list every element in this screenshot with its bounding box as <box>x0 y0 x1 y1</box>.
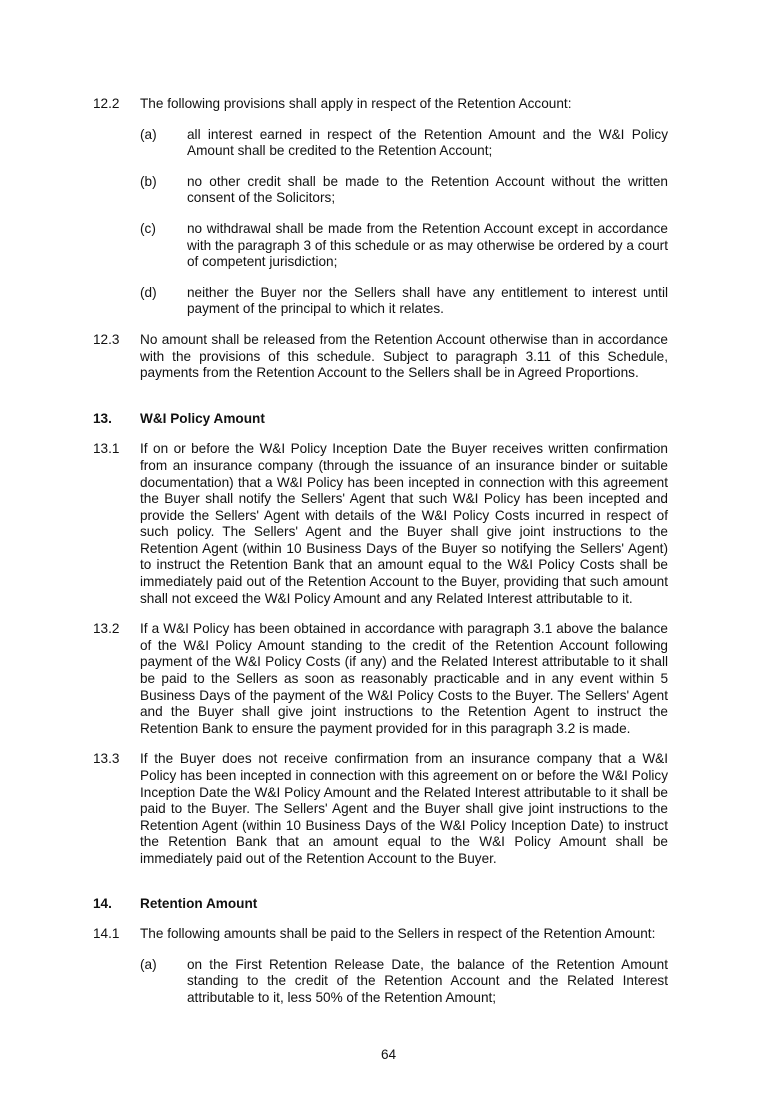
sub-clause <box>0 957 777 1007</box>
heading-number: 14. <box>93 895 112 911</box>
clause-12-2 <box>0 96 777 113</box>
heading-number: 13. <box>93 410 112 426</box>
clause-number: 14.1 <box>93 926 120 942</box>
sub-clause-label: (a) <box>140 126 157 142</box>
clause-text: If the Buyer does not receive confirmation from an insurance company that a W&I Policy has been incepted in connection with this agreement on or before the W&I Policy Inception Date the W&I Policy Amount and the Related Interest attributable to it shall be paid to the Buyer. The Sellers' Agent and the Buyer shall give joint instructions to the Retention Agent (within 10 Business Days of the W&I Policy Inception Date) to instruct the Retention Bank that an amount equal to the W&I Policy Amount shall be immediately paid out of the Retention Account to the Buyer. <box>140 751 668 866</box>
sub-clause-label: (b) <box>140 173 157 189</box>
sub-clause-label: (d) <box>140 284 157 300</box>
clause-text: If on or before the W&I Policy Inception Date the Buyer receives written confirmation from an insurance company (through the issuance of an insurance binder or suitable documentation) that a W&I Policy has been incepted in connection with this agreement the Buyer shall notify the Sellers' Agent that such W&I Policy has been incepted and provide the Sellers' Agent with details of the W&I Policy Costs incurred in respect of such policy. The Sellers' Agent and the Buyer shall give joint instructions to the Retention Agent (within 10 Business Days of the Buyer so notifying the Sellers' Agent) to instruct the Retention Bank that an amount equal to the W&I Policy Costs shall be immediately paid out of the Retention Account to the Buyer, providing that such amount shall not exceed the W&I Policy Amount and any Related Interest attributable to it. <box>140 441 668 606</box>
clause-text: No amount shall be released from the Retention Account otherwise than in accordance with the provisions of this schedule. Subject to paragraph 3.11 of this Schedule, payments from the Retention Account to the Sellers shall be in Agreed Proportions. <box>140 331 668 381</box>
sub-clause <box>0 285 777 318</box>
heading-title: W&I Policy Amount <box>140 410 265 426</box>
sub-clause-text: all interest earned in respect of the Retention Amount and the W&I Policy Amount shall be credited to the Retention Account; <box>187 126 668 159</box>
sub-clause-label: (c) <box>140 220 156 236</box>
clause-text: The following provisions shall apply in respect of the Retention Account: <box>140 96 572 111</box>
sub-clause-text: no withdrawal shall be made from the Retention Account except in accordance with the paragraph 3 of this schedule or as may otherwise be ordered by a court of competent jurisdiction; <box>187 220 668 270</box>
sub-clause-label: (a) <box>140 956 157 972</box>
sub-clause <box>0 221 777 271</box>
clause-13-3 <box>0 751 777 867</box>
clause-13-1 <box>0 441 777 607</box>
clause-number: 13.3 <box>93 751 120 767</box>
sub-clause-text: no other credit shall be made to the Retention Account without the written consent of the Solicitors; <box>187 173 668 206</box>
clause-number: 12.3 <box>93 331 120 347</box>
clause-14-1 <box>0 926 777 943</box>
clause-text: The following amounts shall be paid to the Sellers in respect of the Retention Amount: <box>140 926 656 942</box>
clause-number: 13.1 <box>93 441 120 457</box>
clause-12-3 <box>0 332 777 382</box>
heading-13 <box>0 411 777 428</box>
clause-number: 13.2 <box>93 621 120 637</box>
page-number: 64 <box>380 1046 397 1062</box>
sub-clause-text: neither the Buyer nor the Sellers shall have any entitlement to interest until payment of the principal to which it relates. <box>187 284 668 317</box>
clause-13-2 <box>0 621 777 737</box>
sub-clause <box>0 127 777 160</box>
heading-14 <box>0 896 777 913</box>
clause-text: If a W&I Policy has been obtained in accordance with paragraph 3.1 above the balance of the W&I Policy Amount standing to the credit of the Retention Account following payment of the W&I Policy Costs (if any) and the Related Interest attributable to it shall be paid to the Sellers as soon as reasonably practicable and in any event within 5 Business Days of the payment of the W&I Policy Costs to the Buyer. The Sellers' Agent and the Buyer shall give joint instructions to the Retention Agent to instruct the Retention Bank to ensure the payment provided for in this paragraph 3.2 is made. <box>140 621 668 736</box>
sub-clause <box>0 174 777 207</box>
heading-title: Retention Amount <box>140 895 258 911</box>
clause-number: 12.2 <box>93 96 120 111</box>
sub-clause-text: on the First Retention Release Date, the balance of the Retention Amount standing to the credit of the Retention Account and the Related Interest attributable to it, less 50% of the Retention Amount; <box>187 956 668 1005</box>
